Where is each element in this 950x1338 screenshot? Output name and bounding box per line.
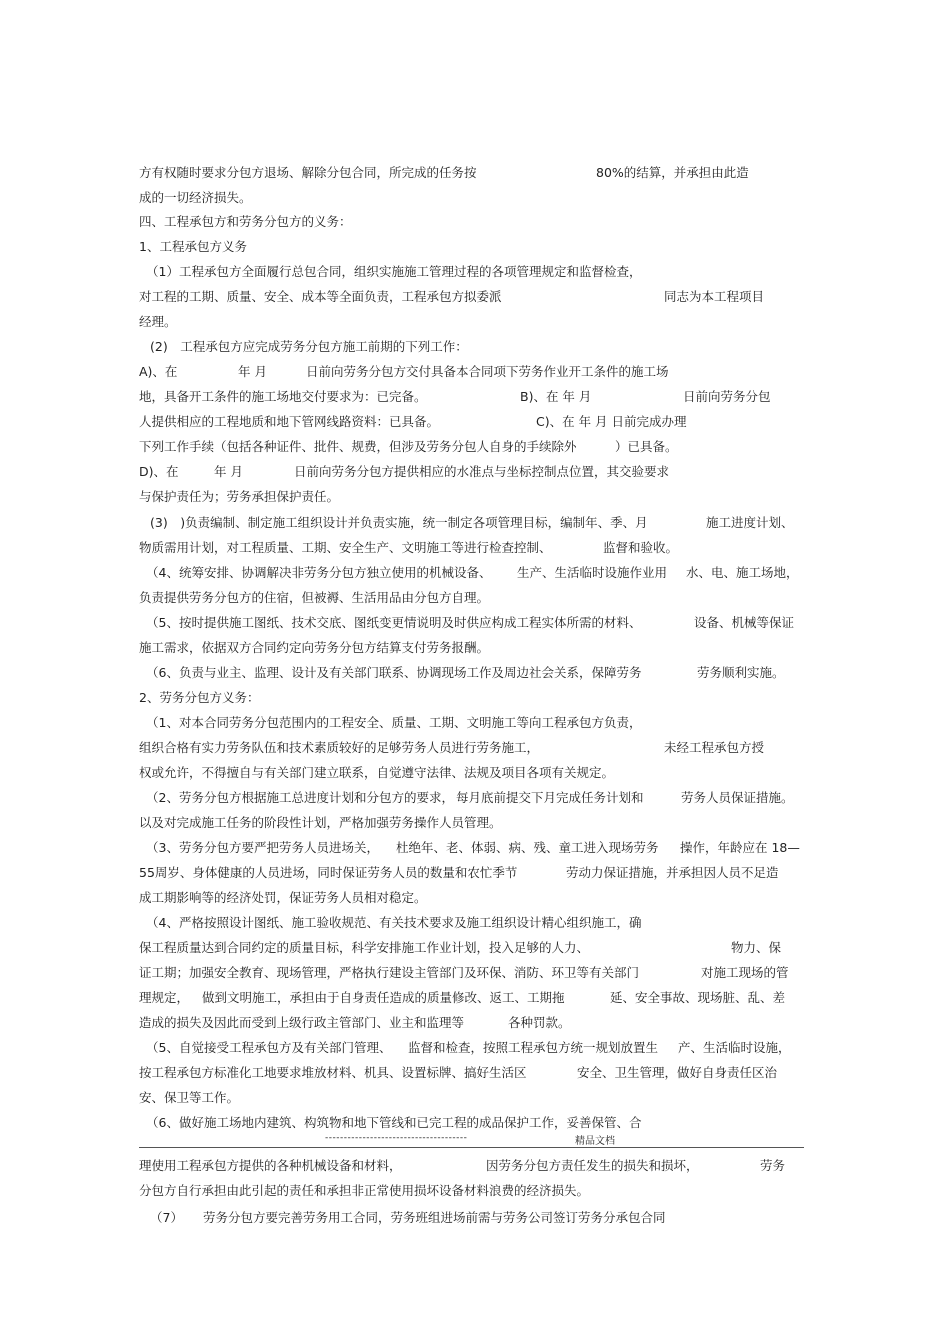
paragraph-line: 权或允许，不得擅自与有关部门建立联系，自觉遵守法律、法规及项目各项有关规定。	[139, 765, 615, 780]
paragraph-line: 设备、机械等保证	[694, 615, 795, 630]
paragraph-line: （7）	[150, 1210, 183, 1225]
paragraph-line: 保工程质量达到合同约定的质量目标，科学安排施工作业计划，投入足够的人力、	[139, 940, 590, 955]
paragraph-line: 以及对完成施工任务的阶段性计划，严格加强劳务操作人员管理。	[139, 815, 502, 830]
paragraph-line: 下列工作手续（包括各种证件、批件、规费，但涉及劳务分包人自身的手续除外	[139, 439, 577, 454]
paragraph-line: 物质需用计划，对工程质量、工期、安全生产、文明施工等进行检查控制、	[139, 540, 552, 555]
footer-label: 精品文档	[575, 1136, 615, 1147]
paragraph-line: 各种罚款。	[508, 1015, 571, 1030]
paragraph-line: A)、在	[139, 364, 178, 379]
paragraph-line: （5、自觉接受工程承包方及有关部门管理、	[146, 1040, 392, 1055]
paragraph-line: 日前向劳务分包	[683, 389, 771, 404]
paragraph-line: 劳务	[760, 1158, 786, 1173]
paragraph-line: (3) )负责编制、制定施工组织设计并负责实施，统一制定各项管理目标，编制年、季、月	[150, 515, 648, 530]
paragraph-line: 理规定，	[139, 990, 190, 1005]
paragraph-line: 对工程的工期、质量、安全、成本等全面负责，工程承包方拟委派	[139, 289, 502, 304]
paragraph-line: 理使用工程承包方提供的各种机械设备和材料，	[139, 1158, 402, 1173]
paragraph-line: 对施工现场的管	[701, 965, 789, 980]
paragraph-line: 水、电、施工场地，	[686, 565, 799, 580]
paragraph-line: 方有权随时要求分包方退场、解除分包合同，所完成的任务按	[139, 165, 477, 180]
paragraph-line: 未经工程承包方授	[664, 740, 765, 755]
paragraph-line: （2、劳务分包方根据施工总进度计划和分包方的要求，	[146, 790, 454, 805]
paragraph-line: 物力、保	[731, 940, 782, 955]
paragraph-line: 施工需求，依据双方合同约定向劳务分包方结算支付劳务报酬。	[139, 640, 490, 655]
footer-dashes: --------------------------------------	[325, 1133, 468, 1143]
paragraph-line: 人提供相应的工程地质和地下管网线路资料：已具备。	[139, 414, 440, 429]
paragraph-line: （5、按时提供施工图纸、技术交底、图纸变更情说明及时供应构成工程实体所需的材料、	[146, 615, 642, 630]
paragraph-line: C)、在 年 月 日前完成办理	[536, 414, 687, 429]
paragraph-line: 杜绝年、老、体弱、病、残、童工进入现场劳务	[396, 840, 659, 855]
paragraph-line: ）已具备。	[615, 439, 678, 454]
paragraph-line: 安全、卫生管理，做好自身责任区治	[577, 1065, 778, 1080]
paragraph-line: 80%的结算，并承担由此造	[596, 165, 749, 180]
footer-divider	[139, 1147, 804, 1148]
paragraph-line: （4、统筹安排、协调解决非劳务分包方独立使用的机械设备、	[146, 565, 492, 580]
paragraph-line: （6、负责与业主、监理、设计及有关部门联系、协调现场工作及周边社会关系，保障劳务	[146, 665, 642, 680]
paragraph-line: 经理。	[139, 314, 177, 329]
paragraph-line: 劳动力保证措施，并承担因人员不足造	[566, 865, 779, 880]
paragraph-line: 负责提供劳务分包方的住宿，但被褥、生活用品由分包方自理。	[139, 590, 490, 605]
paragraph-line: 组织合格有实力劳务队伍和技术素质较好的足够劳务人员进行劳务施工，	[139, 740, 540, 755]
paragraph-line: （4、严格按照设计图纸、施工验收规范、有关技术要求及施工组织设计精心组织施工，确	[146, 915, 642, 930]
paragraph-line: 分包方自行承担由此引起的责任和承担非正常使用损坏设备材料浪费的经济损失。	[139, 1183, 590, 1198]
paragraph-line: 做到文明施工，承担由于自身责任造成的质量修改、返工、工期拖	[202, 990, 565, 1005]
paragraph-line: 同志为本工程项目	[664, 289, 765, 304]
paragraph-line: 劳务分包方要完善劳务用工合同，劳务班组进场前需与劳务公司签订劳务分承包合同	[203, 1210, 666, 1225]
paragraph-line: （3、劳务分包方要严把劳务人员进场关，	[146, 840, 379, 855]
paragraph-line: 施工进度计划、	[706, 515, 794, 530]
paragraph-line: 延、安全事故、现场脏、乱、差	[610, 990, 786, 1005]
paragraph-line: （1、对本合同劳务分包范围内的工程安全、质量、工期、文明施工等向工程承包方负责，	[146, 715, 642, 730]
paragraph-line: 成的一切经济损失。	[139, 190, 252, 205]
subsection-heading: 1、工程承包方义务	[139, 239, 247, 254]
paragraph-line: 日前向劳务分包方提供相应的水准点与坐标控制点位置，其交验要求	[294, 464, 670, 479]
paragraph-line: 每月底前提交下月完成任务计划和	[456, 790, 644, 805]
paragraph-line: 劳务人员保证措施。	[681, 790, 794, 805]
paragraph-line: 年 月	[214, 464, 243, 479]
paragraph-line: 造成的损失及因此而受到上级行政主管部门、业主和监理等	[139, 1015, 465, 1030]
paragraph-line: 监督和验收。	[603, 540, 679, 555]
paragraph-line: 证工期；加强安全教育、现场管理，严格执行建设主管部门及环保、消防、环卫等有关部门	[139, 965, 640, 980]
paragraph-line: 因劳务分包方责任发生的损失和损坏，	[486, 1158, 699, 1173]
paragraph-line: 地，具备开工条件的施工场地交付要求为：已完备。	[139, 389, 427, 404]
subsection-heading: 2、劳务分包方义务：	[139, 690, 260, 705]
paragraph-line: （6、做好施工场地内建筑、构筑物和地下管线和已完工程的成品保护工作，妥善保管、合	[146, 1115, 642, 1130]
paragraph-line: B)、在 年 月	[520, 389, 592, 404]
paragraph-line: (2) 工程承包方应完成劳务分包方施工前期的下列工作：	[150, 339, 468, 354]
paragraph-line: 生产、生活临时设施作业用	[517, 565, 668, 580]
paragraph-line: 成工期影响等的经济处罚，保证劳务人员相对稳定。	[139, 890, 427, 905]
paragraph-line: 劳务顺利实施。	[697, 665, 785, 680]
paragraph-line: 操作，年龄应在 18—	[680, 840, 800, 855]
paragraph-line: 55周岁、身体健康的人员进场，同时保证劳务人员的数量和农忙季节	[139, 865, 518, 880]
paragraph-line: 安、保卫等工作。	[139, 1090, 240, 1105]
paragraph-line: （1）工程承包方全面履行总包合同，组织实施施工管理过程的各项管理规定和监督检查，	[146, 264, 642, 279]
paragraph-line: 年 月	[238, 364, 267, 379]
paragraph-line: 监督和检查，按照工程承包方统一规划放置生	[408, 1040, 659, 1055]
paragraph-line: 与保护责任为；劳务承担保护责任。	[139, 489, 340, 504]
paragraph-line: 日前向劳务分包方交付具备本合同项下劳务作业开工条件的施工场	[306, 364, 669, 379]
paragraph-line: D)、在	[139, 464, 179, 479]
paragraph-line: 按工程承包方标准化工地要求堆放材料、机具、设置标牌、搞好生活区	[139, 1065, 527, 1080]
section-title: 四、工程承包方和劳务分包方的义务：	[139, 214, 352, 229]
paragraph-line: 产、生活临时设施，	[678, 1040, 791, 1055]
